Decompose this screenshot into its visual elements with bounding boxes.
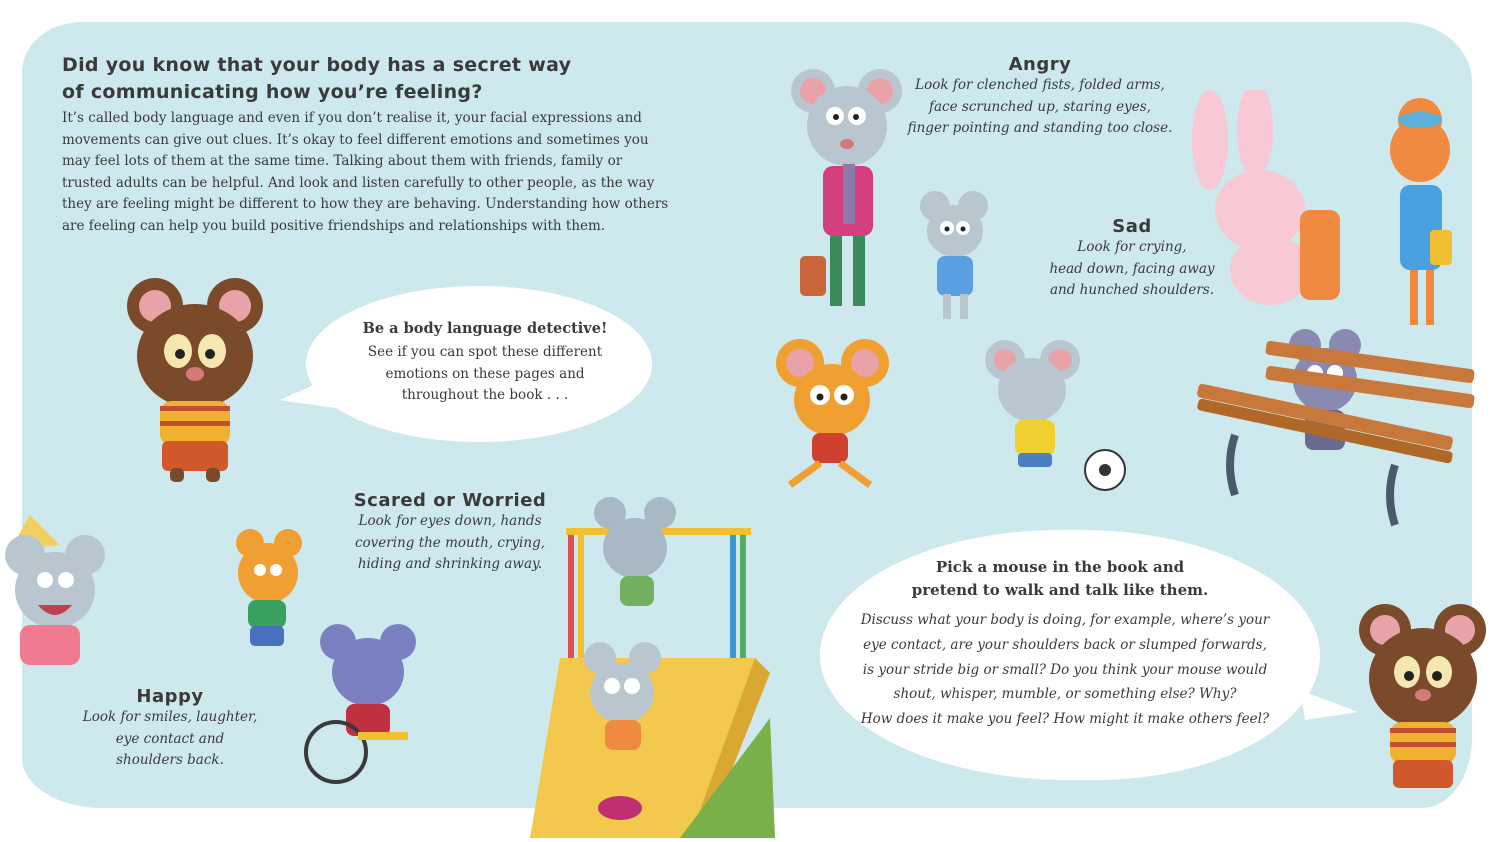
angry-line-2: face scrunched up, staring eyes, [929,98,1151,115]
bench-sad-mouse-illustration [1195,325,1480,545]
angry-mouse-illustration [785,66,915,326]
happy-section [70,686,270,772]
speech-bubble-tail [1300,690,1360,730]
scared-line-3: hiding and shrinking away. [357,556,543,572]
happy-line-3: shoulders back. [116,752,224,768]
pick-line-5: How does it make you feel? How might it make others feel? [860,711,1270,728]
slide-scared-mice-illustration [530,488,775,838]
angry-section [900,54,1180,140]
scared-description [340,511,560,576]
happy-mouse-party-hat-illustration [0,515,150,690]
orange-running-mouse-illustration [770,335,900,500]
intro-title-line-1: Did you know that your body has a secret way [62,54,572,76]
wheelchair-mouse-illustration [298,622,428,787]
angry-heading: Angry [1008,54,1072,75]
sad-heading: Sad [1112,216,1152,237]
intro-title-line-2: of communicating how you’re feeling? [62,81,483,103]
pick-line-1: Discuss what your body is doing, for example, where’s your [860,612,1270,628]
brown-mouse-illustration [120,276,270,491]
intro-title [62,52,682,106]
football-mouse-illustration [970,335,1140,500]
angry-description [900,75,1180,140]
pick-title-line-2: pretend to walk and talk like them. [911,581,1209,599]
detective-line-2: emotions on these pages and [385,365,585,382]
sad-line-2: head down, facing away [1049,260,1215,277]
detective-title: Be a body language detective! [362,320,608,337]
bunny-and-mouse-illustration [1180,90,1480,335]
small-angry-mouse-illustration [905,186,1005,326]
scared-heading: Scared or Worried [353,490,547,511]
pick-line-3: is your stride big or small? Do you think your mouse would [862,661,1268,678]
pick-title [860,556,1260,602]
sad-line-3: and hunched shoulders. [1049,282,1214,298]
scared-section [340,490,560,576]
intro-body: It’s called body language and even if you don’t realise it, your facial expressions and movements can give out clues. It’s okay to feel different emotions and sometimes you may feel lots of them at the same time. Talking about them with friends, family or trusted adults can be helpful. And look and listen carefully to other people, as the way they are feeling might be different to how they are behaving. Understanding how others are feeling can help you build positive friendships and relationships with them. [62,110,669,234]
pick-title-line-1: Pick a mouse in the book and [935,558,1185,576]
scared-line-1: Look for eyes down, hands [358,513,542,529]
pick-line-4: shout, whisper, mumble, or something else? Why? [893,686,1237,703]
happy-heading: Happy [136,686,204,707]
brown-mouse-illustration [1355,600,1490,810]
scared-line-2: covering the mouth, crying, [354,534,545,551]
sad-line-1: Look for crying, [1077,239,1187,255]
pick-body [845,608,1285,732]
detective-line-3: throughout the book . . . [401,387,569,403]
happy-line-1: Look for smiles, laughter, [82,709,258,725]
happy-description [70,707,270,772]
pick-line-2: eye contact, are your shoulders back or slumped forwards, [863,636,1267,653]
angry-line-1: Look for clenched fists, folded arms, [915,77,1165,93]
detective-body [330,342,640,407]
happy-line-2: eye contact and [115,730,225,747]
detective-line-1: See if you can spot these different [367,344,603,360]
angry-line-3: finger pointing and standing too close. [907,120,1173,136]
